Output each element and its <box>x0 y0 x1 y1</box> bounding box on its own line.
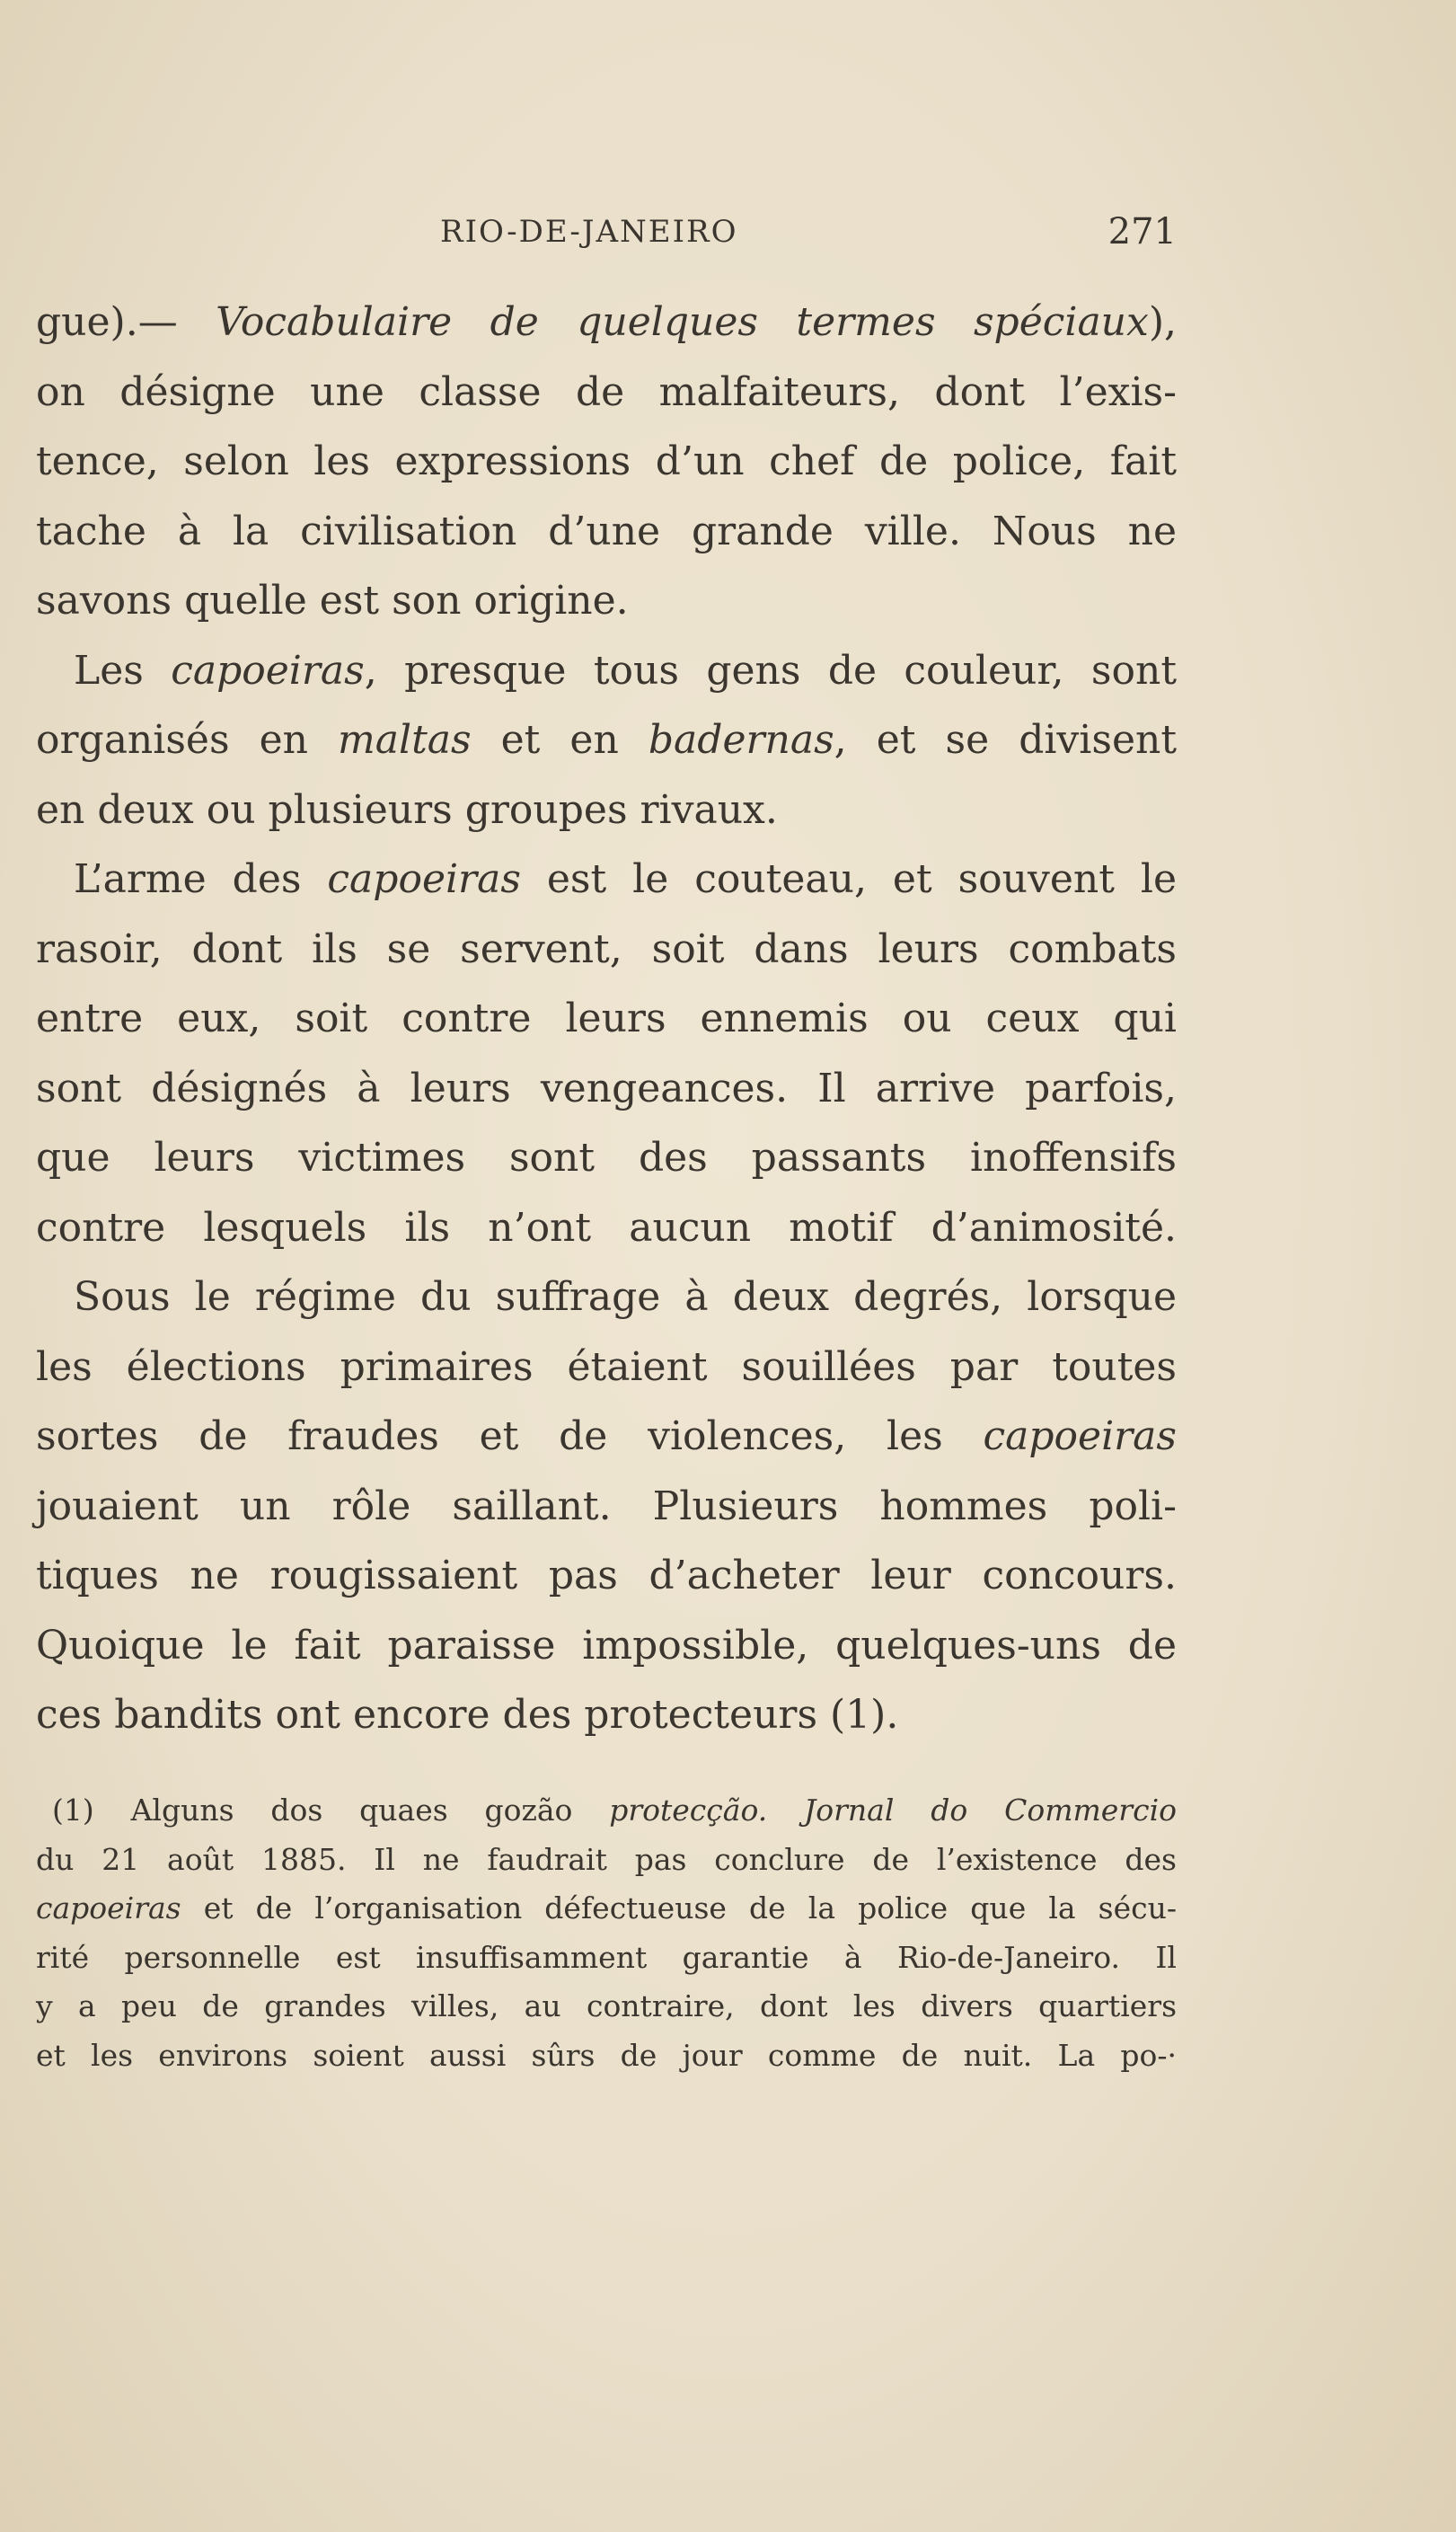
text-line: rasoir, dont ils se servent, soit dans leurs combats <box>36 925 1177 972</box>
footnote-line: (1) Alguns dos quaes gozão protecção. Jornal do Commercio <box>52 1793 1177 1828</box>
text-line: Les capoeiras, presque tous gens de couleur, sont <box>74 647 1177 694</box>
text-line: jouaient un rôle saillant. Plusieurs hommes poli- <box>36 1483 1177 1529</box>
text-line: sortes de fraudes et de violences, les capoeiras <box>36 1413 1177 1459</box>
text-line: L’arme des capoeiras est le couteau, et souvent le <box>74 856 1177 902</box>
text-line: ces bandits ont encore des protecteurs (1). <box>36 1692 899 1738</box>
text-line: contre lesquels ils n’ont aucun motif d’animosité. <box>36 1204 1177 1251</box>
text-line: tache à la civilisation d’une grande ville. Nous ne <box>36 508 1177 554</box>
footnote-line: y a peu de grandes villes, au contraire, dont les divers quartiers <box>36 1988 1177 2023</box>
footnote-line: du 21 août 1885. Il ne faudrait pas conclure de l’existence des <box>36 1841 1177 1877</box>
text-line: on désigne une classe de malfaiteurs, dont l’exis- <box>36 368 1177 415</box>
running-title: RIO-DE-JANEIRO <box>440 214 738 250</box>
text-line: tiques ne rougissaient pas d’acheter leur concours. <box>36 1553 1177 1598</box>
text-line: tence, selon les expressions d’un chef de police, fait <box>36 438 1177 484</box>
footnote-line: capoeiras et de l’organisation défectueuse de la police que la sécu- <box>36 1890 1177 1926</box>
text-line: organisés en maltas et en badernas, et se divisent <box>36 717 1177 763</box>
text-line: gue).— Vocabulaire de quelques termes spéciaux), <box>36 299 1177 345</box>
text-line: Quoique le fait paraisse impossible, quelques-uns de <box>36 1622 1177 1669</box>
text-line: savons quelle est son origine. <box>36 578 629 624</box>
text-line: sont désignés à leurs vengeances. Il arrive parfois, <box>36 1065 1177 1111</box>
text-line: Sous le régime du suffrage à deux degrés, lorsque <box>74 1274 1177 1320</box>
footnote-line: rité personnelle est insuffisamment garantie à Rio-de-Janeiro. Il <box>36 1939 1177 1975</box>
footnote-line: et les environs soient aussi sûrs de jour comme de nuit. La po-· <box>36 2037 1177 2073</box>
page-header <box>36 205 1177 259</box>
footnote <box>36 1786 1177 2080</box>
text-line: entre eux, soit contre leurs ennemis ou ceux qui <box>36 996 1177 1041</box>
page-number: 271 <box>1107 211 1177 252</box>
text-line: que leurs victimes sont des passants inoffensifs <box>36 1135 1177 1181</box>
text-line: en deux ou plusieurs groupes rivaux. <box>36 786 778 833</box>
body-text <box>36 288 1177 1750</box>
text-line: les élections primaires étaient souillées par toutes <box>36 1343 1177 1390</box>
